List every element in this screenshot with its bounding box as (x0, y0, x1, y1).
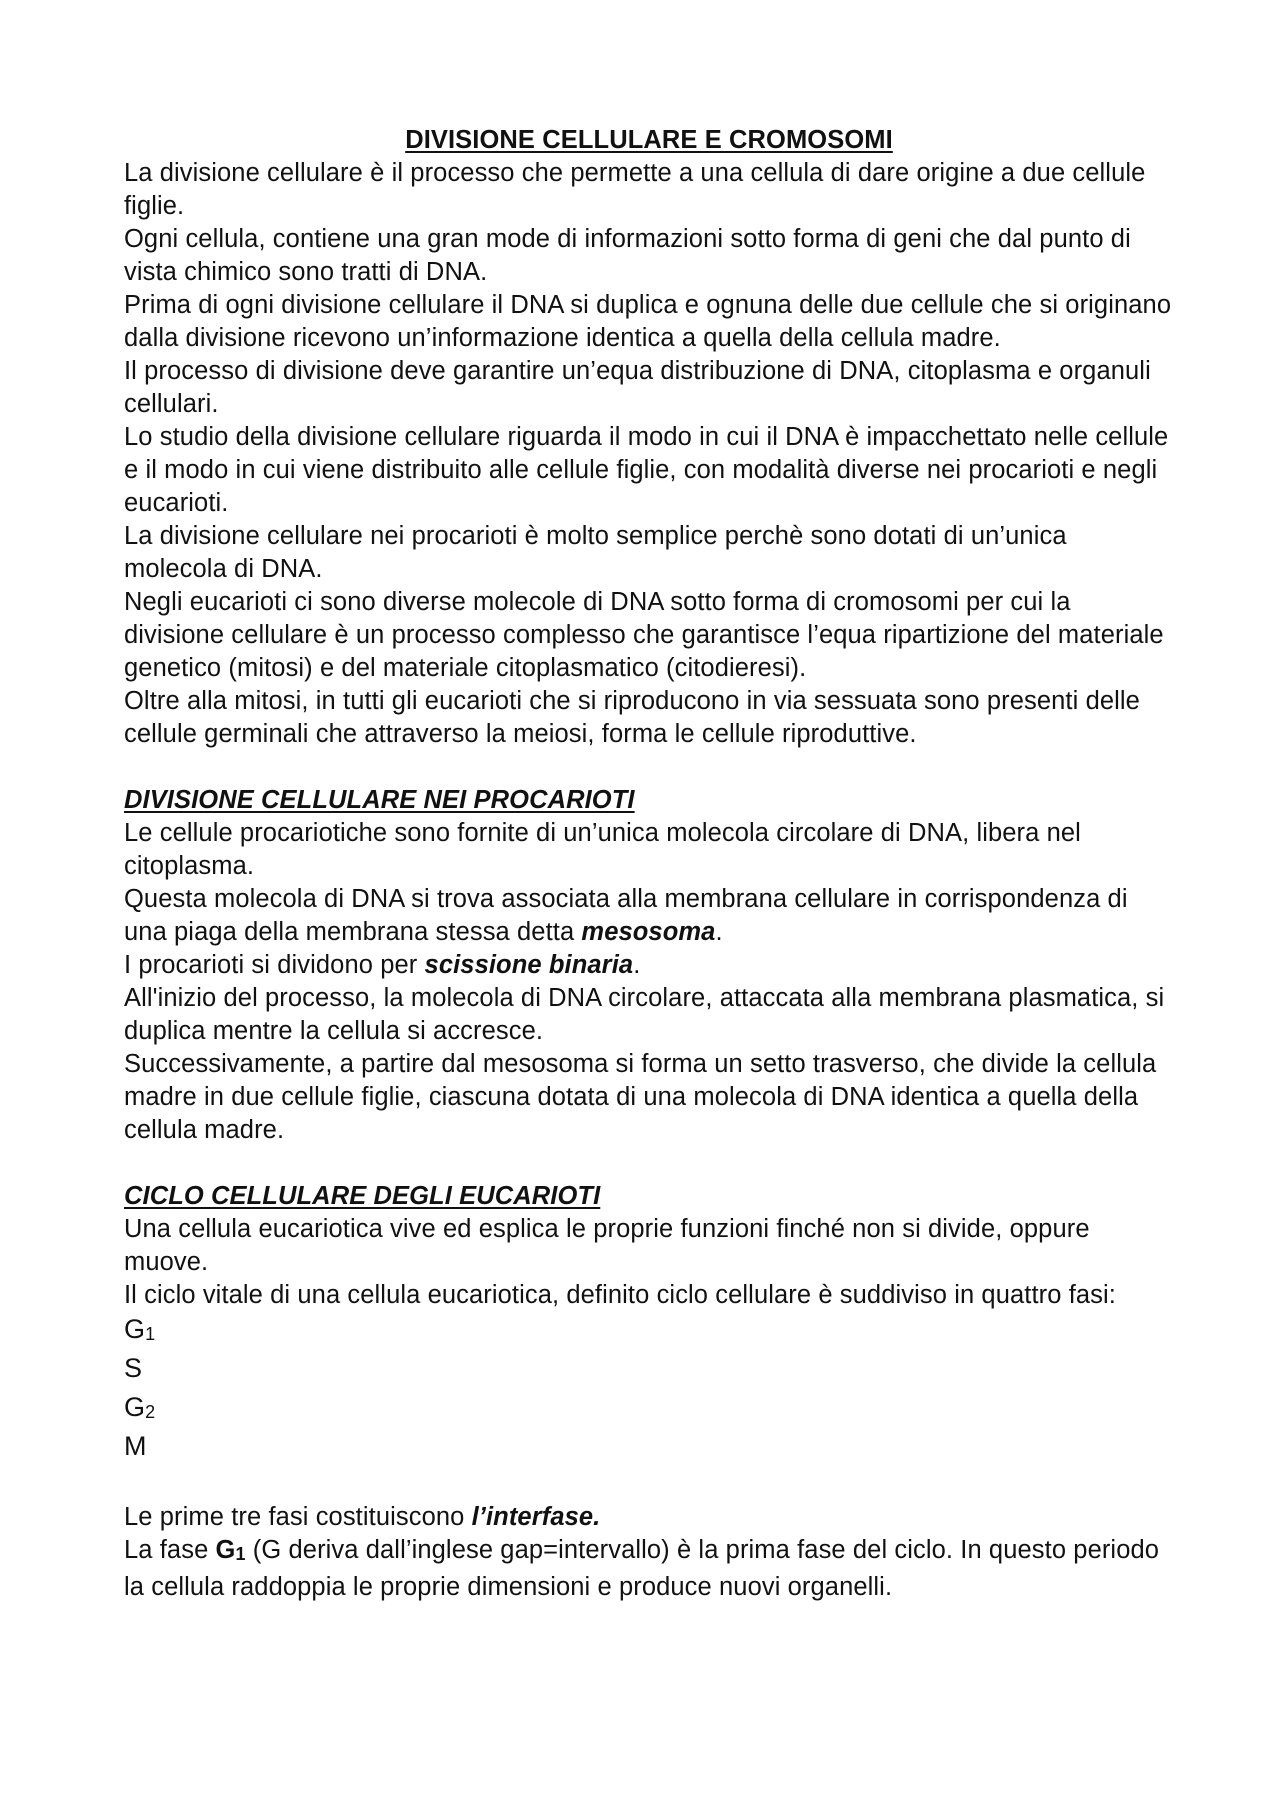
procarioti-section (124, 784, 1174, 1147)
section-heading-procarioti: DIVISIONE CELLULARE NEI PROCARIOTI (124, 786, 635, 814)
intro-paragraph: La divisione cellulare nei procarioti è molto semplice perchè sono dotati di un’unica molecola di DNA. (124, 522, 1067, 583)
page-title: DIVISIONE CELLULARE E CROMOSOMI (405, 126, 893, 154)
phase-subscript: 1 (235, 1544, 246, 1564)
phase-letter: S (124, 1353, 143, 1383)
text-run: (G deriva dall’inglese gap=intervallo) è la prima fase del ciclo. In questo periodo la cellula raddoppia le proprie dimensioni e produce nuovi organelli. (124, 1536, 1160, 1601)
text-run: La fase (124, 1536, 216, 1564)
section-heading-eucarioti: CICLO CELLULARE DEGLI EUCARIOTI (124, 1182, 601, 1210)
phase-item (124, 1390, 1174, 1429)
procarioti-paragraph (124, 883, 1174, 949)
eucarioti-paragraph (124, 1534, 1174, 1604)
procarioti-paragraph: Successivamente, a partire dal mesosoma si forma un setto trasverso, che divide la cellula madre in due cellule figlie, ciascuna dotata di una molecola di DNA identica a quella della cellula madre. (124, 1050, 1157, 1144)
term-mesosoma: mesosoma (581, 918, 716, 946)
phase-item (124, 1312, 1174, 1351)
intro-paragraph: La divisione cellulare è il processo che permette a una cellula di dare origine a due cellule figlie. (124, 159, 1146, 220)
intro-paragraph: Lo studio della divisione cellulare riguarda il modo in cui il DNA è impacchettato nelle cellule e il modo in cui viene distribuito alle cellule figlie, con modalità diverse nei procarioti e negli eucarioti. (124, 423, 1169, 517)
eucarioti-section (124, 1180, 1174, 1604)
phase-letter: G (215, 1536, 236, 1564)
document-page (124, 124, 1174, 1604)
phase-g1-label (216, 1536, 246, 1564)
procarioti-paragraph (124, 949, 1174, 982)
intro-paragraph: Negli eucarioti ci sono diverse molecole di DNA sotto forma di cromosomi per cui la divisione cellulare è un processo complesso che garantisce l’equa ripartizione del materiale genetico (mitosi) e del materiale citoplasmatico (citodieresi). (124, 588, 1164, 682)
procarioti-paragraph: All'inizio del processo, la molecola di DNA circolare, attaccata alla membrana plasmatica, si duplica mentre la cellula si accresce. (124, 984, 1165, 1045)
phase-item (124, 1429, 1174, 1468)
procarioti-paragraph: Le cellule procariotiche sono fornite di un’unica molecola circolare di DNA, libera nel citoplasma. (124, 819, 1081, 880)
phase-list (124, 1312, 1174, 1468)
phase-letter: G (124, 1314, 146, 1344)
text-run: I procarioti si dividono per (124, 951, 425, 979)
phase-subscript: 1 (145, 1324, 156, 1344)
intro-section (124, 157, 1174, 751)
phase-letter: G (124, 1392, 146, 1422)
term-interfase: l’interfase. (471, 1503, 601, 1531)
intro-paragraph: Ogni cellula, contiene una gran mode di informazioni sotto forma di geni che dal punto di vista chimico sono tratti di DNA. (124, 225, 1131, 286)
intro-paragraph: Oltre alla mitosi, in tutti gli eucarioti che si riproducono in via sessuata sono presenti delle cellule germinali che attraverso la meiosi, forma le cellule riproduttive. (124, 687, 1140, 748)
phase-subscript: 2 (145, 1402, 156, 1422)
phase-letter: M (124, 1431, 147, 1461)
text-run: Questa molecola di DNA si trova associata alla membrana cellulare in corrispondenza di una piaga della membrana stessa detta (124, 885, 1128, 946)
intro-paragraph: Il processo di divisione deve garantire un’equa distribuzione di DNA, citoplasma e organuli cellulari. (124, 357, 1151, 418)
spacer (124, 1468, 1174, 1501)
term-scissione-binaria: scissione binaria (424, 951, 634, 979)
text-run: Le prime tre fasi costituiscono (124, 1503, 472, 1531)
eucarioti-paragraph: Il ciclo vitale di una cellula eucariotica, definito ciclo cellulare è suddiviso in quattro fasi: (124, 1281, 1116, 1309)
phase-item (124, 1351, 1174, 1390)
intro-paragraph: Prima di ogni divisione cellulare il DNA si duplica e ognuna delle due cellule che si originano dalla divisione ricevono un’informazione identica a quella della cellula madre. (124, 291, 1172, 352)
eucarioti-paragraph: Una cellula eucariotica vive ed esplica le proprie funzioni finché non si divide, oppure muove. (124, 1215, 1090, 1276)
text-run: . (633, 951, 641, 979)
text-run: . (715, 918, 723, 946)
eucarioti-paragraph (124, 1501, 1174, 1534)
